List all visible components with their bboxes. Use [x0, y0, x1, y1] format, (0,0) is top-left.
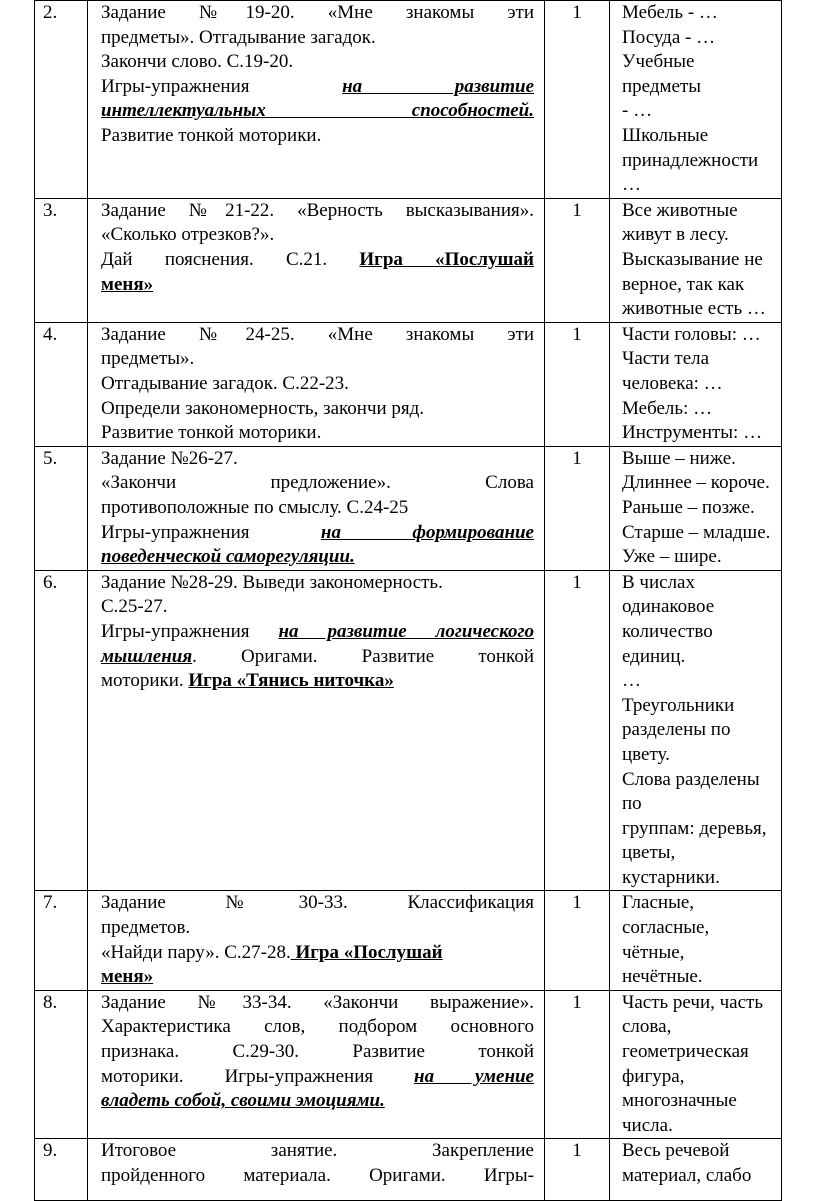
hours-count: 1 [545, 1139, 610, 1201]
hours-count: 1 [545, 570, 610, 891]
lesson-plan-table [34, 0, 782, 1201]
lesson-description: Задание №30-33. Классификация предметов. «Найди пару». С.27-28. Игра «Послушай меня» [88, 891, 545, 990]
table-row [35, 1, 782, 199]
row-number: 7. [35, 891, 88, 990]
hours-count: 1 [545, 1, 610, 199]
row-number: 4. [35, 322, 88, 446]
table-row [35, 198, 782, 322]
lesson-description: Задание №24-25. «Мне знакомы эти предметы». Отгадывание загадок. С.22-23. Определи закономерность, закончи ряд. Развитие тонкой моторики. [88, 322, 545, 446]
row-number: 9. [35, 1139, 88, 1201]
lesson-description: Задание №28-29. Выведи закономерность. С.25-27. Игры-упражнения на развитие логического мышления. Оригами. Развитие тонкой моторики. Игра «Тянись ниточка» [88, 570, 545, 891]
hours-count: 1 [545, 198, 610, 322]
table-row [35, 990, 782, 1139]
lesson-description: Итоговое занятие. Закрепление пройденного материала. Оригами. Игры- [88, 1139, 545, 1201]
lesson-description: Задание №26-27. «Закончи предложение». Слова противоположные по смыслу. С.24-25 Игры-упражнения на формирование поведенческой саморегуляции. [88, 446, 545, 570]
answer-cell: Гласные, согласные, чётные, нечётные. [610, 891, 782, 990]
hours-count: 1 [545, 322, 610, 446]
row-number: 3. [35, 198, 88, 322]
table-row [35, 322, 782, 446]
answer-cell: Выше – ниже. Длиннее – короче. Раньше – позже. Старше – младше. Уже – шире. [610, 446, 782, 570]
table-row [35, 891, 782, 990]
table-row [35, 570, 782, 891]
answer-cell: Все животные живут в лесу. Высказывание не верное, так как животные есть … [610, 198, 782, 322]
row-number: 5. [35, 446, 88, 570]
answer-cell: Мебель - … Посуда - … Учебные предметы - … Школьные принадлежности … [610, 1, 782, 199]
row-number: 6. [35, 570, 88, 891]
row-number: 2. [35, 1, 88, 199]
answer-cell: Весь речевой материал, слабо [610, 1139, 782, 1201]
hours-count: 1 [545, 891, 610, 990]
table-row [35, 1139, 782, 1201]
lesson-description: Задание №21-22. «Верность высказывания». «Сколько отрезков?». Дай пояснения. С.21. Игра «Послушай меня» [88, 198, 545, 322]
row-number: 8. [35, 990, 88, 1139]
answer-cell: В числах одинаковое количество единиц. … Треугольники разделены по цвету. Слова разделены по группам: деревья, цветы, кустарники. [610, 570, 782, 891]
hours-count: 1 [545, 446, 610, 570]
lesson-description: Задание №19-20. «Мне знакомы эти предметы». Отгадывание загадок. Закончи слово. С.19-20. Игры-упражнения на развитие интеллектуальных способностей. Развитие тонкой моторики. [88, 1, 545, 199]
answer-cell: Часть речи, часть слова, геометрическая фигура, многозначные числа. [610, 990, 782, 1139]
answer-cell: Части головы: … Части тела человека: … Мебель: … Инструменты: … [610, 322, 782, 446]
lesson-description: Задание №33-34. «Закончи выражение». Характеристика слов, подбором основного признака. С.29-30. Развитие тонкой моторики. Игры-упражнения на умение владеть собой, своими эмоциями. [88, 990, 545, 1139]
hours-count: 1 [545, 990, 610, 1139]
table-row [35, 446, 782, 570]
